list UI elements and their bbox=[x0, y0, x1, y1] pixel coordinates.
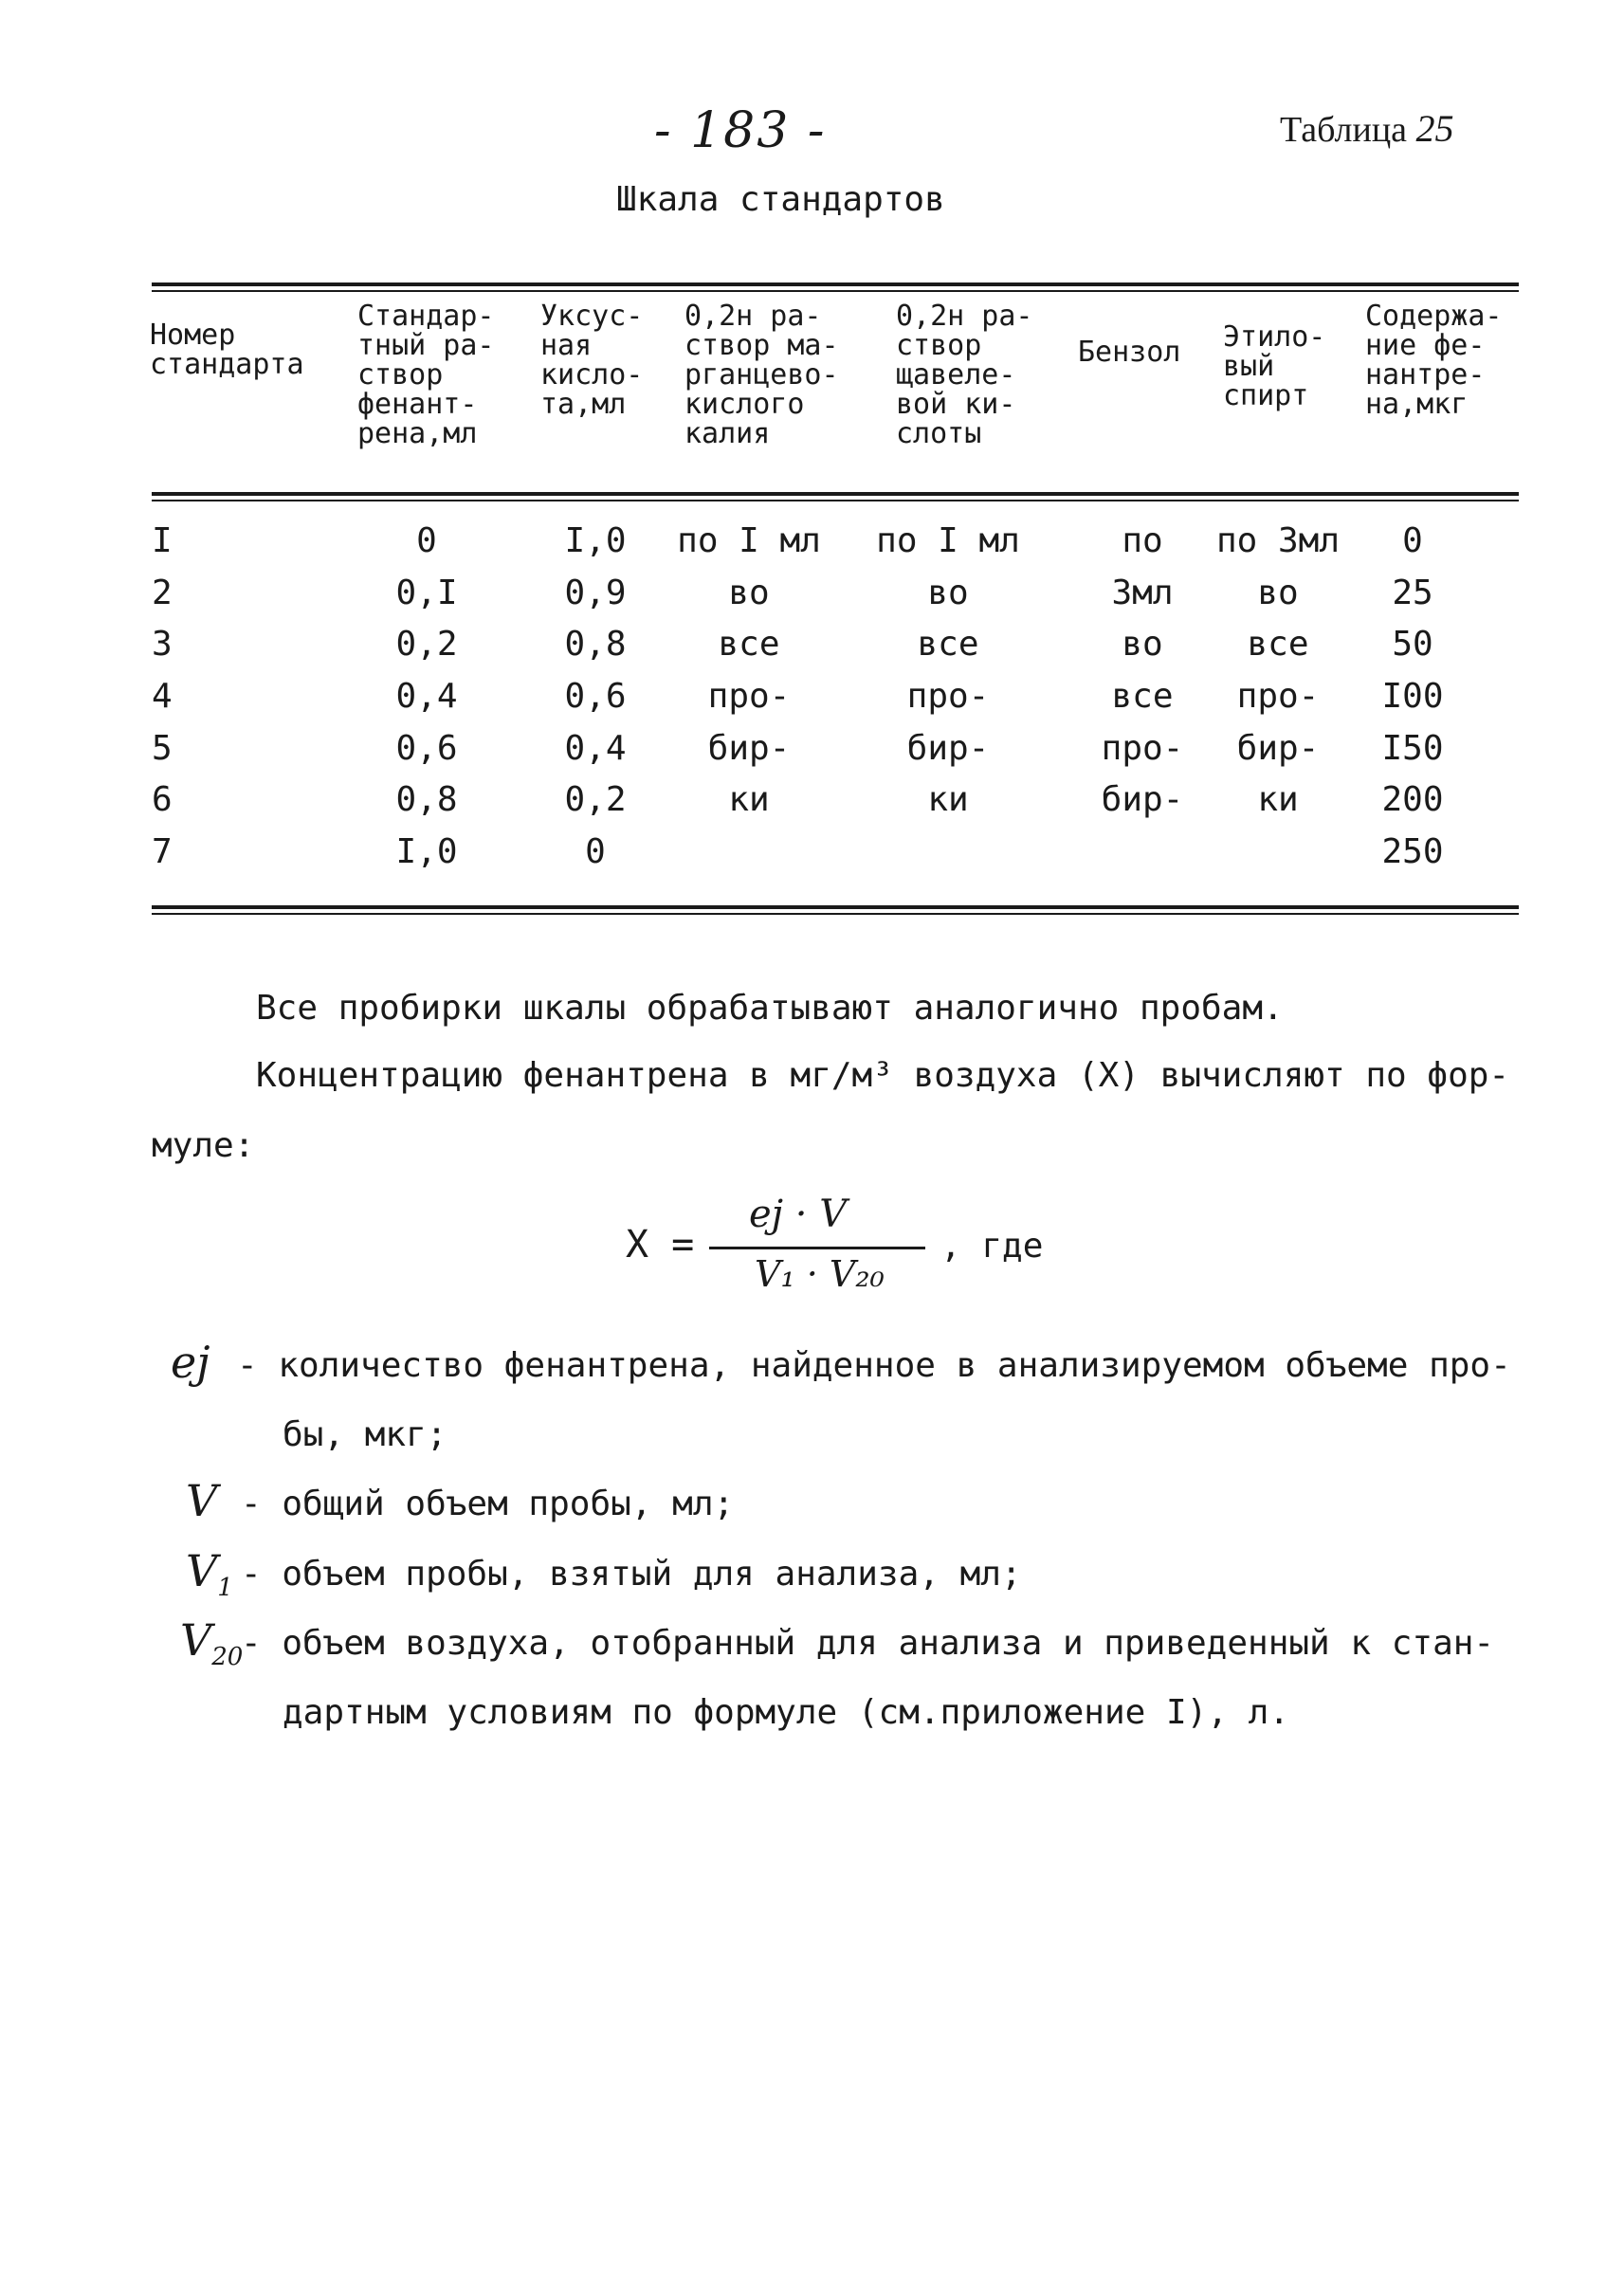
table-cell-acetic-acid: 0,9 bbox=[564, 574, 627, 612]
table-top-rule-thin bbox=[152, 290, 1519, 292]
table-cell-oxalic-acid: все bbox=[917, 625, 979, 664]
table-cell-number: 7 bbox=[152, 832, 173, 871]
table-cell-phenanthrene: 0,6 bbox=[395, 729, 458, 768]
page-number: - 183 - bbox=[654, 102, 827, 159]
table-cell-number: 5 bbox=[152, 729, 173, 768]
table-cell-benzene: по bbox=[1122, 521, 1163, 560]
table-cell-phenanthrene: 0,8 bbox=[395, 780, 458, 819]
table-cell-acetic-acid: 0,4 bbox=[564, 729, 627, 768]
symbol-ej bbox=[171, 1337, 210, 1388]
definition-v1: - объем пробы, взятый для анализа, мл; bbox=[241, 1555, 1022, 1594]
definition-v20-line1: - объем воздуха, отобранный для анализа и приведенный к стан- bbox=[241, 1624, 1495, 1663]
column-header-oxalic-acid: 0,2н ра- створ щавеле- вой ки- слоты bbox=[896, 300, 1033, 450]
table-cell-ethanol: бир- bbox=[1236, 729, 1320, 768]
table-cell-permanganate: во bbox=[728, 574, 770, 612]
column-header-acetic-acid: Уксус- ная кисло- та,мл bbox=[540, 300, 644, 421]
formula-lhs: X = bbox=[626, 1223, 695, 1266]
table-bottom-rule-thin bbox=[152, 913, 1519, 915]
table-cell-oxalic-acid: бир- bbox=[906, 729, 990, 768]
table-cell-content: I50 bbox=[1381, 729, 1444, 768]
definition-ej-line1: - количество фенантрена, найденное в анализируемом объеме про- bbox=[237, 1346, 1511, 1385]
definition-v20-line2: дартным условиям по формуле (см.приложение I), л. bbox=[283, 1693, 1290, 1732]
table-cell-acetic-acid: 0,2 bbox=[564, 780, 627, 819]
paragraph-concentration: Концентрацию фенантрена в мг/м³ воздуха (X) вычисляют по фор- bbox=[256, 1056, 1510, 1095]
table-header-rule bbox=[152, 492, 1519, 496]
column-header-number: Номер стандарта bbox=[150, 319, 304, 381]
table-cell-permanganate: ки bbox=[728, 780, 770, 819]
column-header-permanganate: 0,2н ра- створ ма- рганцево- кислого калия bbox=[684, 300, 839, 450]
fraction-bar bbox=[709, 1247, 925, 1249]
table-cell-benzene: все bbox=[1111, 677, 1174, 716]
table-cell-permanganate: все bbox=[718, 625, 780, 664]
table-cell-content: 0 bbox=[1402, 521, 1423, 560]
table-cell-phenanthrene: 0 bbox=[416, 521, 437, 560]
definition-ej-line2: бы, мкг; bbox=[283, 1415, 447, 1454]
symbol-v20 bbox=[180, 1614, 243, 1671]
table-cell-oxalic-acid: по I мл bbox=[876, 521, 1020, 560]
symbol-v-text: V bbox=[186, 1475, 218, 1526]
table-cell-phenanthrene: I,0 bbox=[395, 832, 458, 871]
table-cell-oxalic-acid: про- bbox=[906, 677, 990, 716]
definition-v: - общий объем пробы, мл; bbox=[241, 1485, 735, 1523]
table-cell-ethanol: ки bbox=[1257, 780, 1299, 819]
symbol-v20-sub: 20 bbox=[211, 1643, 244, 1672]
table-cell-ethanol: все bbox=[1247, 625, 1309, 664]
column-header-content: Содержа- ние фе- нантре- на,мкг bbox=[1365, 300, 1503, 421]
column-header-benzene: Бензол bbox=[1078, 336, 1181, 369]
table-cell-content: 200 bbox=[1381, 780, 1444, 819]
formula-where: , где bbox=[940, 1227, 1044, 1266]
table-cell-benzene: во bbox=[1122, 625, 1163, 664]
paragraph-concentration-cont: муле: bbox=[152, 1126, 255, 1165]
table-cell-acetic-acid: I,0 bbox=[564, 521, 627, 560]
table-cell-benzene: 3мл bbox=[1111, 574, 1174, 612]
paragraph-all-tubes: Все пробирки шкалы обрабатывают аналогично пробам. bbox=[256, 989, 1284, 1028]
table-number: 25 bbox=[1415, 107, 1454, 150]
table-header-rule-thin bbox=[152, 500, 1519, 501]
table-cell-ethanol: про- bbox=[1236, 677, 1320, 716]
table-cell-ethanol: во bbox=[1257, 574, 1299, 612]
table-cell-permanganate: про- bbox=[707, 677, 791, 716]
table-cell-number: 2 bbox=[152, 574, 173, 612]
symbol-ej-text: ej bbox=[171, 1337, 210, 1388]
table-cell-content: 250 bbox=[1381, 832, 1444, 871]
table-bottom-rule bbox=[152, 905, 1519, 909]
table-cell-number: 4 bbox=[152, 677, 173, 716]
table-cell-phenanthrene: 0,2 bbox=[395, 625, 458, 664]
table-top-rule bbox=[152, 282, 1519, 286]
table-cell-content: 50 bbox=[1392, 625, 1433, 664]
table-cell-oxalic-acid: ки bbox=[927, 780, 969, 819]
table-label-text: Таблица bbox=[1280, 110, 1408, 150]
table-cell-ethanol: по 3мл bbox=[1215, 521, 1341, 560]
column-header-ethanol: Этило- вый спирт bbox=[1223, 320, 1326, 412]
table-cell-acetic-acid: 0 bbox=[585, 832, 606, 871]
table-cell-permanganate: бир- bbox=[707, 729, 791, 768]
formula-numerator: ej · V bbox=[749, 1193, 848, 1236]
symbol-v20-text: V bbox=[180, 1614, 212, 1666]
table-cell-benzene: бир- bbox=[1101, 780, 1184, 819]
table-cell-benzene: про- bbox=[1101, 729, 1184, 768]
table-cell-phenanthrene: 0,I bbox=[395, 574, 458, 612]
symbol-v bbox=[186, 1475, 217, 1526]
symbol-v1-sub: 1 bbox=[217, 1574, 233, 1603]
table-cell-number: 3 bbox=[152, 625, 173, 664]
table-cell-number: I bbox=[152, 521, 173, 560]
table-title: Шкала стандартов bbox=[616, 180, 945, 219]
table-cell-content: I00 bbox=[1381, 677, 1444, 716]
symbol-v1-text: V bbox=[186, 1545, 218, 1596]
table-cell-phenanthrene: 0,4 bbox=[395, 677, 458, 716]
table-cell-acetic-acid: 0,8 bbox=[564, 625, 627, 664]
table-label bbox=[1280, 106, 1454, 151]
table-cell-oxalic-acid: во bbox=[927, 574, 969, 612]
formula-denominator: V₁ · V₂₀ bbox=[755, 1253, 885, 1295]
table-cell-acetic-acid: 0,6 bbox=[564, 677, 627, 716]
symbol-v1 bbox=[186, 1545, 233, 1602]
table-cell-permanganate: по I мл bbox=[677, 521, 821, 560]
column-header-phenanthrene-solution: Стандар- тный ра- створ фенант- рена,мл bbox=[357, 300, 495, 450]
table-cell-content: 25 bbox=[1392, 574, 1433, 612]
table-cell-number: 6 bbox=[152, 780, 173, 819]
